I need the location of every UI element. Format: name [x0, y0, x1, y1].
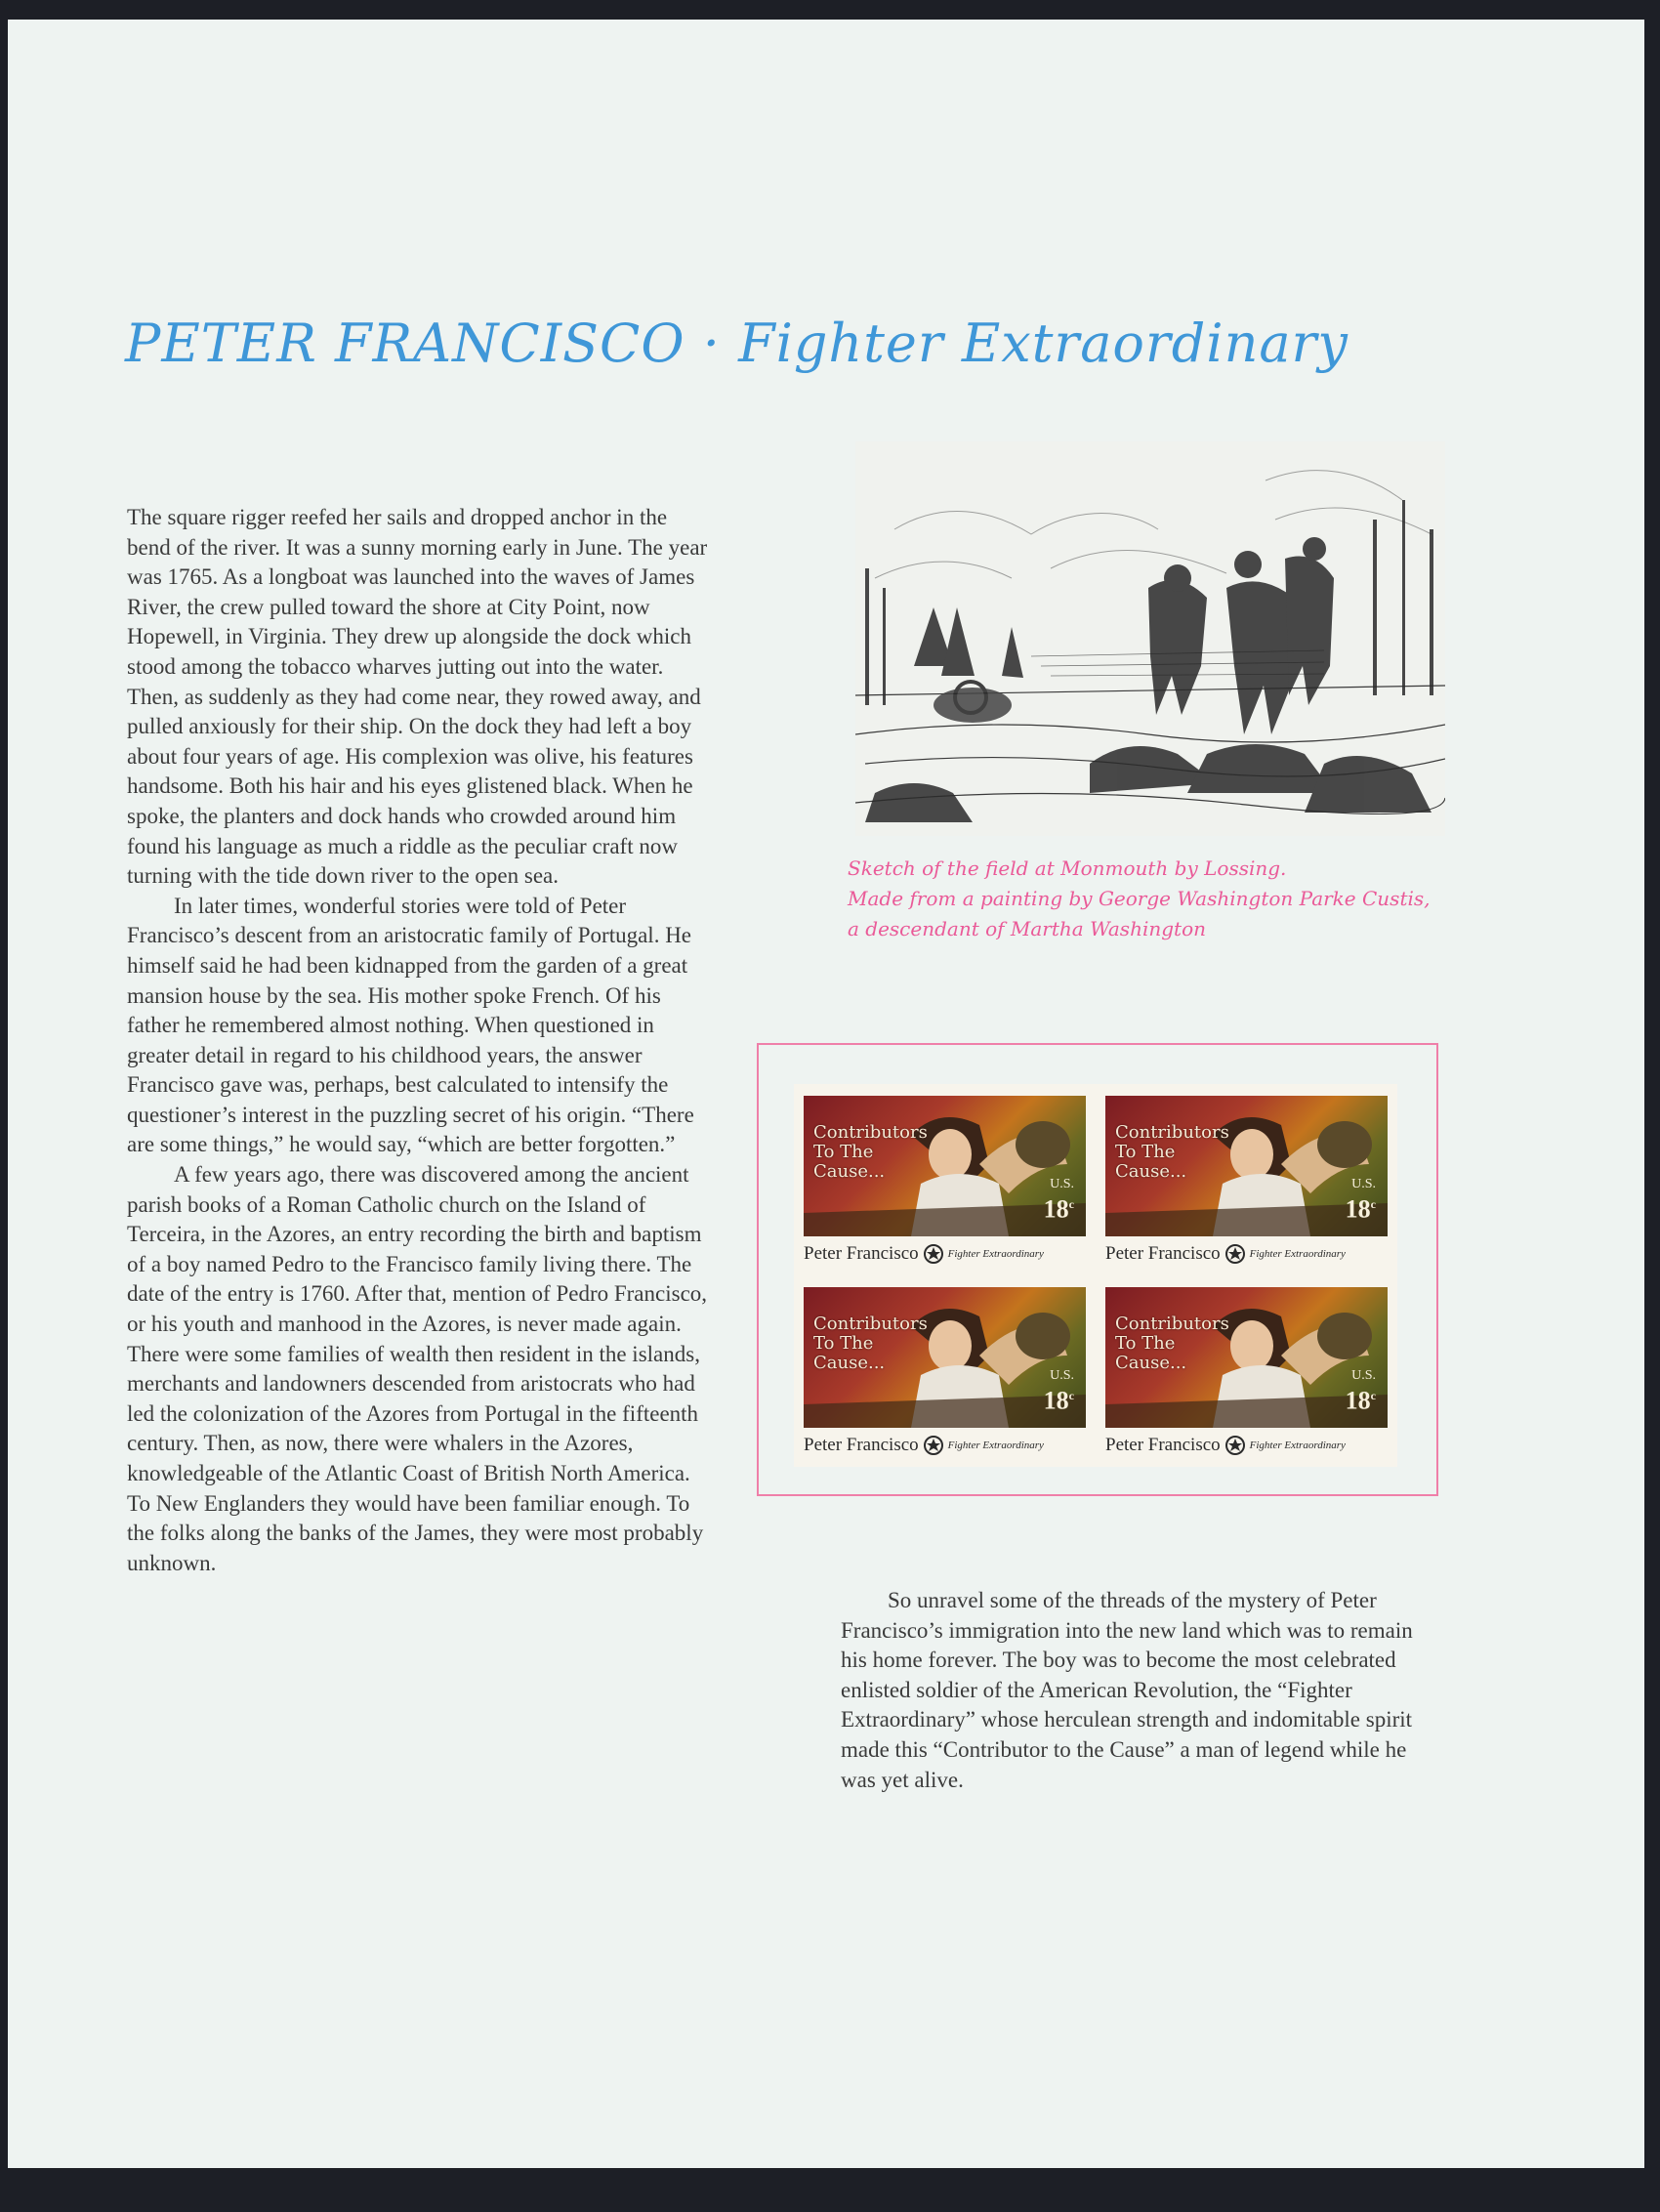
motto-line-2: To The: [813, 1333, 874, 1354]
motto-line-1: Contributors: [813, 1122, 928, 1143]
stamp-denomination: [1346, 1178, 1376, 1223]
stamp-subtitle: Fighter Extraordinary: [947, 1440, 1044, 1451]
stamp-value-number: 18: [1043, 1194, 1069, 1224]
stamp-country: U.S.: [1351, 1177, 1376, 1191]
stamp-label: [804, 1240, 1092, 1268]
stamp-country: U.S.: [1351, 1368, 1376, 1383]
stamp-subtitle: Fighter Extraordinary: [1249, 1248, 1346, 1260]
motto-line-1: Contributors: [1115, 1122, 1229, 1143]
stamp-denomination: [1044, 1178, 1074, 1223]
bicentennial-star-icon: [1224, 1435, 1246, 1456]
stamp-subtitle: Fighter Extraordinary: [1249, 1440, 1346, 1451]
motto-line-3: Cause...: [1115, 1353, 1187, 1373]
stamp-label: [1105, 1240, 1393, 1268]
stamp-value: [1044, 1383, 1074, 1414]
stamp-denomination: [1044, 1369, 1074, 1414]
motto-line-3: Cause...: [1115, 1161, 1187, 1182]
stamp-label: [804, 1432, 1092, 1459]
battle-sketch-drawing: [855, 441, 1445, 836]
paragraph-3: A few years ago, there was discovered among the ancient parish books of a Roman Catholic church on the Island of Terceira, in the Azores, an entry recording the birth and baptism of a boy named Pedro to the Francisco family living there. The date of the entry is 1760. After that, mention of Pedro Francisco, or his youth and manhood in the Azores, is never made again. There were some families of wealth then resident in the islands, merchants and landowners descended from aristocrats who had led the colonization of the Azores from Portugal in the fifteenth century. Then, as now, there were whalers in the Azores, knowledgeable of the Atlantic Coast of British North America. To New Englanders they would have been familiar enough. To the folks along the banks of the James, they were most probably unknown.: [127, 1162, 708, 1575]
stamp-name: Peter Francisco: [1105, 1243, 1221, 1264]
stamp-subtitle: Fighter Extraordinary: [947, 1248, 1044, 1260]
stamp: [794, 1084, 1096, 1275]
stamp-artwork: [804, 1096, 1086, 1236]
stamp-motto: [813, 1123, 931, 1182]
motto-line-2: To The: [1115, 1333, 1176, 1354]
stamp-motto: [1115, 1315, 1232, 1373]
bicentennial-star-icon: [923, 1243, 944, 1265]
caption-line-3: a descendant of Martha Washington: [848, 917, 1206, 940]
stamp: [1096, 1084, 1397, 1275]
stamp: [1096, 1275, 1397, 1467]
motto-line-2: To The: [813, 1142, 874, 1162]
stamp-country: U.S.: [1050, 1177, 1074, 1191]
stamp-name: Peter Francisco: [804, 1435, 919, 1455]
stamp-artwork: [804, 1287, 1086, 1428]
stamp-cents: c: [1068, 1389, 1074, 1402]
stamp-value: [1044, 1191, 1074, 1223]
stamp-cents: c: [1068, 1197, 1074, 1211]
stamp-artwork: [1105, 1287, 1388, 1428]
stamp-label: [1105, 1432, 1393, 1459]
stamp-country: U.S.: [1050, 1368, 1074, 1383]
left-column-text: [127, 503, 713, 1578]
stamp-motto: [1115, 1123, 1232, 1182]
stamp-value-number: 18: [1345, 1386, 1371, 1415]
stamp-artwork: [1105, 1096, 1388, 1236]
stamp-denomination: [1346, 1369, 1376, 1414]
stamp-value: [1346, 1383, 1376, 1414]
motto-line-2: To The: [1115, 1142, 1176, 1162]
motto-line-3: Cause...: [813, 1161, 886, 1182]
stamp-cents: c: [1370, 1389, 1376, 1402]
stamp-motto: [813, 1315, 931, 1373]
document-page: [8, 20, 1644, 2168]
paragraph-2: In later times, wonderful stories were told of Peter Francisco’s descent from an aristocratic family of Portugal. He himself said he had been kidnapped from the garden of a great mansion house by the sea. His mother spoke French. Of his father he remembered almost nothing. When questioned in greater detail in regard to his childhood years, the answer Francisco gave was, perhaps, best calculated to intensify the questioner’s interest in the puzzling secret of his origin. “There are some things,” he would say, “which are better forgotten.”: [127, 893, 694, 1157]
stamp-name: Peter Francisco: [1105, 1435, 1221, 1455]
stamp-block: [794, 1084, 1397, 1467]
stamp-cents: c: [1370, 1197, 1376, 1211]
motto-line-1: Contributors: [1115, 1314, 1229, 1334]
stamp-value-number: 18: [1345, 1194, 1371, 1224]
sketch-caption: [848, 854, 1473, 944]
bicentennial-star-icon: [923, 1435, 944, 1456]
stamp: [794, 1275, 1096, 1467]
stamp-name: Peter Francisco: [804, 1243, 919, 1264]
bicentennial-star-icon: [1224, 1243, 1246, 1265]
stamp-value: [1346, 1191, 1376, 1223]
caption-line-1: Sketch of the field at Monmouth by Lossing.: [848, 856, 1287, 880]
motto-line-1: Contributors: [813, 1314, 928, 1334]
motto-line-3: Cause...: [813, 1353, 886, 1373]
monmouth-sketch-illustration: [855, 441, 1445, 836]
right-column-text: [841, 1586, 1427, 1795]
closing-paragraph: So unravel some of the threads of the mystery of Peter Francisco’s immigration into the new land which was to remain his home forever. The boy was to become the most celebrated enlisted soldier of the American Revolution, the “Fighter Extraordinary” whose herculean strength and indomitable spirit made this “Contributor to the Cause” a man of legend while he was yet alive.: [841, 1588, 1413, 1792]
stamp-value-number: 18: [1043, 1386, 1069, 1415]
page-title: PETER FRANCISCO · Fighter Extraordinary: [125, 313, 1349, 374]
stamp-block-frame: [757, 1043, 1438, 1496]
caption-line-2: Made from a painting by George Washington Parke Custis,: [848, 887, 1431, 910]
paragraph-1: The square rigger reefed her sails and dropped anchor in the bend of the river. It was a sunny morning early in June. The year was 1765. As a longboat was launched into the waves of James River, the crew pulled toward the shore at City Point, now Hopewell, in Virginia. They drew up alongside the dock which stood among the tobacco wharves jutting out into the water. Then, as suddenly as they had come near, they rowed away, and pulled anxiously for their ship. On the dock they had left a boy about four years of age. His complexion was olive, his features handsome. Both his hair and his eyes glistened black. When he spoke, the planters and dock hands who crowded around him found his language as much a riddle as the peculiar craft now turning with the tide down river to the open sea.: [127, 505, 708, 889]
